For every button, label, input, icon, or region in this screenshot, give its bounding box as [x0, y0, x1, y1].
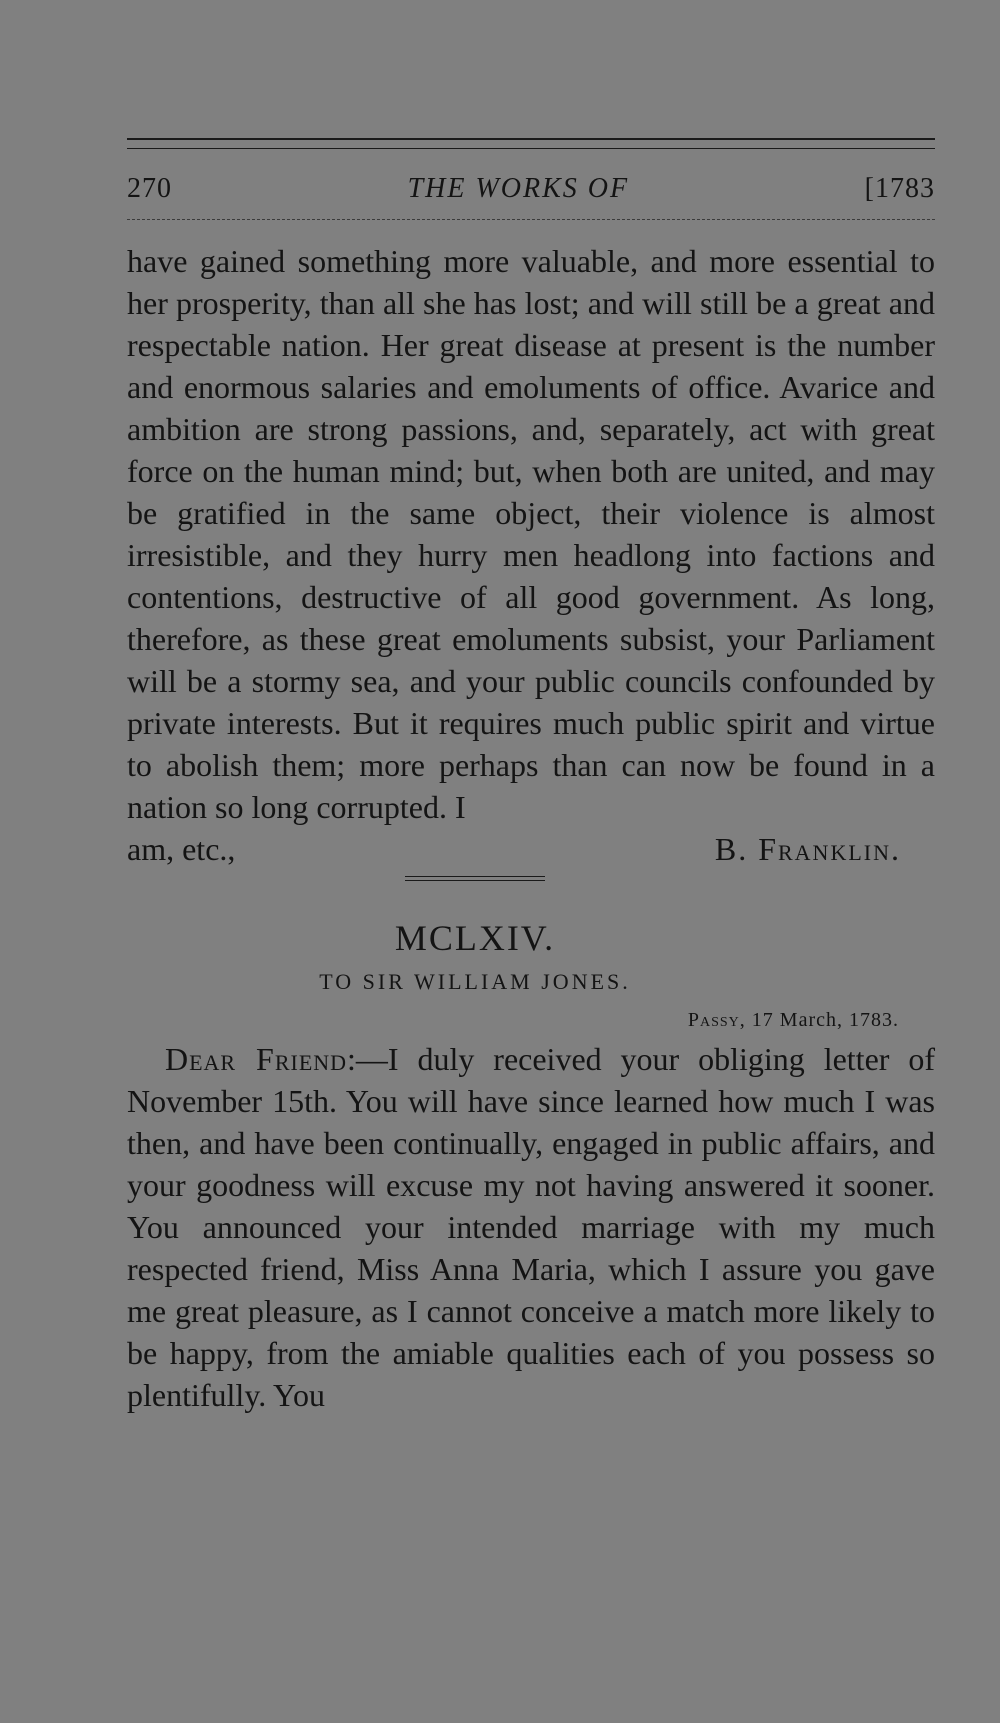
top-rule — [127, 138, 935, 140]
continued-paragraph: have gained something more valuable, and more essential to her prosperity, than all she has lost; and will still be a great and respectable nation. Her great disease at present is the number and enormous salaries and emoluments of office. Avarice and ambition are strong passions, and, separately, act with great force on the human mind; but, when both are united, and may be gratified in the same object, their violence is almost irresistible, and they hurry men headlong into factions and contentions, destructive of all good government. As long, therefore, as these great emoluments subsist, your Parliament will be a stormy sea, and your public councils confounded by private interests. But it requires much public spirit and virtue to abolish them; more perhaps than can now be found in a nation so long corrupted. I — [127, 243, 935, 825]
letter-dateline — [127, 1009, 935, 1032]
header-year: [1783 — [864, 173, 935, 204]
book-page — [127, 138, 935, 1416]
running-title: THE WORKS OF — [407, 173, 630, 204]
letter-recipient: TO SIR WILLIAM JONES. — [319, 969, 631, 994]
closing-line — [127, 828, 935, 870]
letter-place: Passy, — [687, 1009, 746, 1031]
salutation: Dear Friend — [165, 1041, 348, 1077]
page-number: 270 — [127, 173, 172, 204]
letter-body — [127, 1038, 935, 1416]
header-rule — [127, 219, 935, 220]
continued-text-block — [127, 240, 935, 828]
running-head — [127, 173, 935, 205]
letter-body-text: :—I duly received your obliging letter of November 15th. You will have since learned how much I was then, and have been continually, engaged in public affairs, and your goodness will excuse my not having answered it sooner. You announced your intended marriage with my much respected friend, Miss Anna Maria, which I assure you gave me great pleasure, as I cannot conceive a match more likely to be happy, from the amiable qualities each of you possess so plentifully. You — [127, 1041, 935, 1413]
section-separator — [405, 876, 545, 881]
letter-number: MCLXIV. — [394, 918, 556, 958]
letter-date: 17 March, 1783. — [751, 1009, 899, 1031]
top-rule-secondary — [127, 148, 935, 149]
closing-text: am, etc., — [127, 831, 236, 867]
signature: B. Franklin. — [714, 831, 901, 867]
